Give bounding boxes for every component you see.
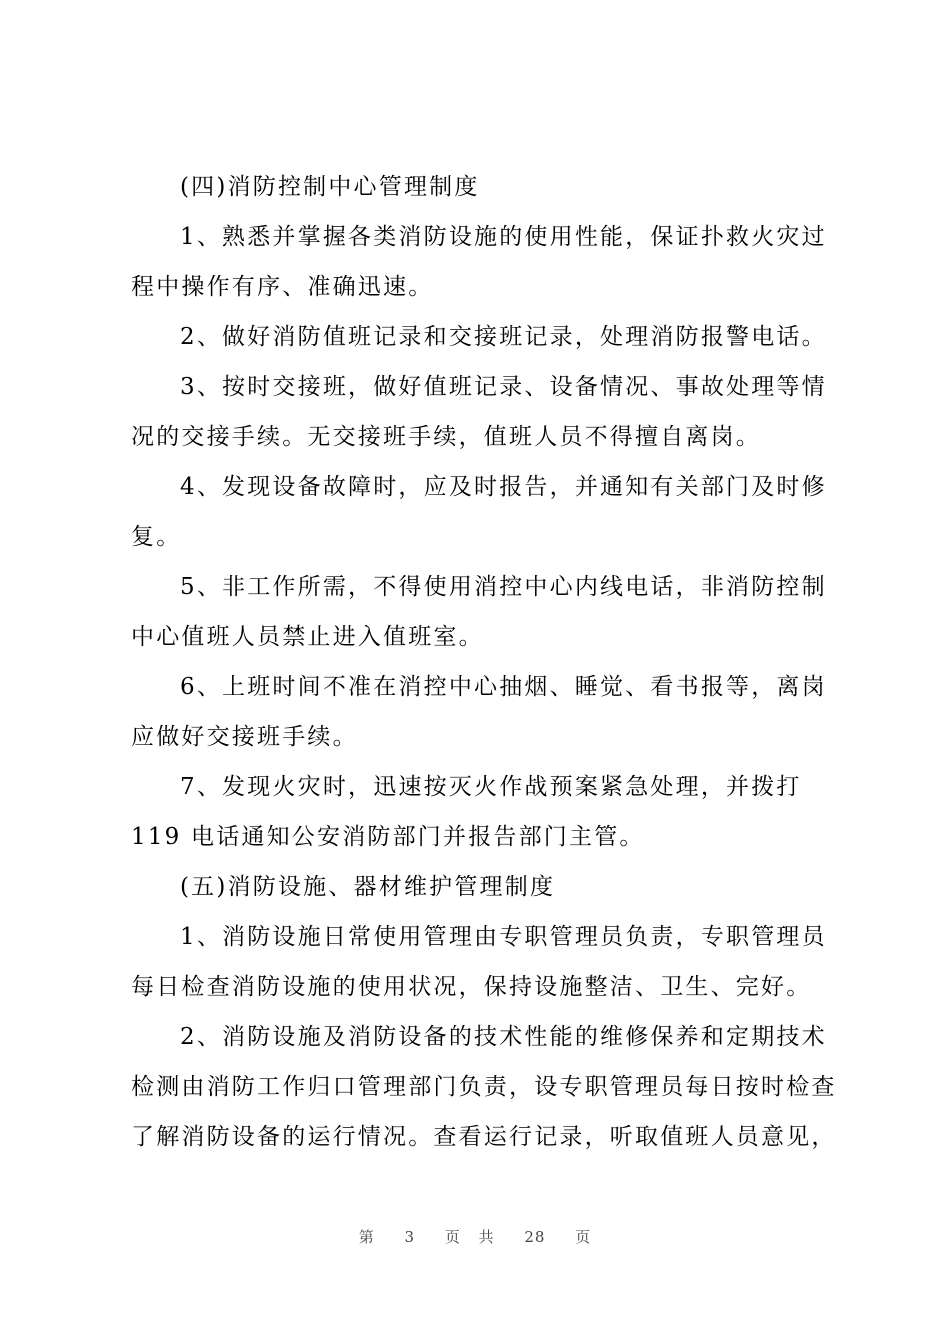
paragraph-line: 5、非工作所需，不得使用消控中心内线电话，非消防控制 [180,574,827,600]
paragraph-line: 4、发现设备故障时，应及时报告，并通知有关部门及时修 [180,474,827,500]
paragraph-line: 应做好交接班手续。 [131,724,358,750]
paragraph-line: 2、消防设施及消防设备的技术性能的维修保养和定期技术 [180,1024,827,1050]
paragraph-line: 检测由消防工作归口管理部门负责，设专职管理员每日按时检查 [131,1074,837,1100]
paragraph-line: 119 电话通知公安消防部门并报告部门主管。 [131,824,645,850]
paragraph-line: 1、消防设施日常使用管理由专职管理员负责，专职管理员 [180,924,827,950]
section-heading: (五)消防设施、器材维护管理制度 [180,874,556,900]
footer-suffix: 页 [575,1228,592,1246]
page-footer [0,1226,950,1247]
paragraph-line: 况的交接手续。无交接班手续，值班人员不得擅自离岗。 [131,424,761,450]
paragraph-line: 6、上班时间不准在消控中心抽烟、睡觉、看书报等，离岗 [180,674,827,700]
paragraph-line: 1、熟悉并掌握各类消防设施的使用性能，保证扑救火灾过 [180,224,827,250]
paragraph-line: 了解消防设备的运行情况。查看运行记录，听取值班人员意见， [131,1124,837,1150]
paragraph-line: 复。 [131,524,182,550]
paragraph-line: 每日检查消防设施的使用状况，保持设施整洁、卫生、完好。 [131,974,812,1000]
footer-prefix: 第 [358,1228,375,1246]
footer-middle: 页 共 [444,1228,495,1246]
footer-current-page: 3 [404,1228,416,1246]
paragraph-line: 7、发现火灾时，迅速按灭火作战预案紧急处理，并拨打 [180,774,802,800]
section-heading: (四)消防控制中心管理制度 [180,174,480,200]
paragraph-line: 程中操作有序、准确迅速。 [131,274,434,300]
footer-total-pages: 28 [524,1228,546,1246]
paragraph-line: 3、按时交接班，做好值班记录、设备情况、事故处理等情 [180,374,827,400]
paragraph-line: 中心值班人员禁止进入值班室。 [131,624,484,650]
paragraph-line: 2、做好消防值班记录和交接班记录，处理消防报警电话。 [180,324,827,350]
